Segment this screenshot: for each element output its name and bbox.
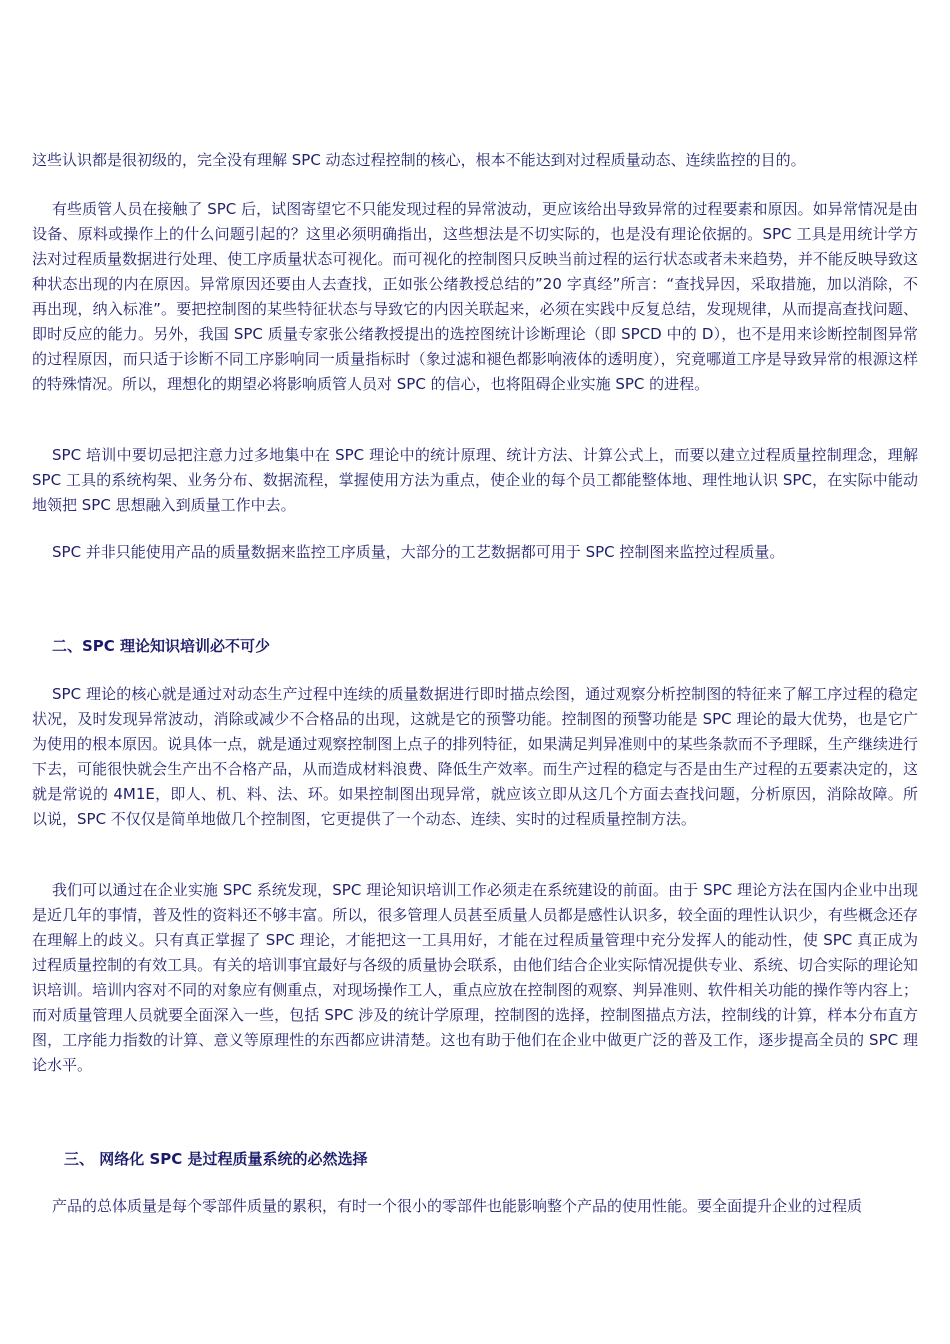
paragraph-spc-training: 我们可以通过在企业实施 SPC 系统发现，SPC 理论知识培训工作必须走在系统建设的前面。由于 SPC 理论方法在国内企业中出现是近几年的事情，普及性的资料还不够丰富。所以，很多管理人员甚至质量人员都是感性认识多，较全面的理性认识少，有些概念还存在理解上的歧义。只有真正掌握了 SPC 理论，才能把这一工具用好，才能在过程质量管理中充分发挥人的能动性，使 SPC 真正成为过程质量控制的有效工具。有关的培训事宜最好与各级的质量协会联系，由他们结合企业实际情况提供专业、系统、切合实际的理论知识培训。培训内容对不同的对象应有侧重点，对现场操作工人，重点应放在控制图的观察、判异准则、软件相关功能的操作等内容上；而对质量管理人员就要全面深入一些，包括 SPC 涉及的统计学原理，控制图的选择，控制图描点方法，控制线的计算，样本分布直方图，工序能力指数的计算、意义等原理性的东西都应讲清楚。这也有助于他们在企业中做更广泛的普及工作，逐步提高全员的 SPC 理论水平。 — [32, 881, 918, 1074]
section-heading-2: 二、SPC 理论知识培训必不可少 — [52, 637, 271, 655]
paragraph-intro-conclusion: 这些认识都是很初级的，完全没有理解 SPC 动态过程控制的核心，根本不能达到对过程质量动态、连续监控的目的。 — [32, 151, 806, 169]
paragraph-networked-spc: 产品的总体质量是每个零部件质量的累积，有时一个很小的零部件也能影响整个产品的使用性能。要全面提升企业的过程质 — [52, 1197, 863, 1215]
section-heading-3: 三、 网络化 SPC 是过程质量系统的必然选择 — [64, 1150, 368, 1168]
paragraph-training-focus: SPC 培训中要切忌把注意力过多地集中在 SPC 理论中的统计原理、统计方法、计算公式上，而要以建立过程质量控制理念，理解 SPC 工具的系统构架、业务分布、数据流程，掌握使用方法为重点，使企业的每个员工都能整体地、理性地认识 SPC，在实际中能动地领把 SPC 思想融入到质量工作中去。 — [32, 446, 918, 514]
paragraph-spc-core: SPC 理论的核心就是通过对动态生产过程中连续的质量数据进行即时描点绘图，通过观察分析控制图的特征来了解工序过程的稳定状况，及时发现异常波动，消除或减少不合格品的出现，这就是它的预警功能。控制图的预警功能是 SPC 理论的最大优势，也是它广为使用的根本原因。说具体一点，就是通过观察控制图上点子的排列特征，如果满足判异准则中的某些条款而不予理睬，生产继续进行下去，可能很快就会生产出不合格产品，从而造成材料浪费、降低生产效率。而生产过程的稳定与否是由生产过程的五要素决定的，这就是常说的 4M1E，即人、机、料、法、环。如果控制图出现异常，就应该立即从这几个方面去查找问题，分析原因，消除故障。所以说，SPC 不仅仅是简单地做几个控制图，它更提供了一个动态、连续、实时的过程质量控制方法。 — [32, 685, 918, 828]
paragraph-expectations: 有些质管人员在接触了 SPC 后，试图寄望它不只能发现过程的异常波动，更应该给出导致异常的过程要素和原因。如异常情况是由设备、原料或操作上的什么问题引起的？这里必须明确指出，这些想法是不切实际的，也是没有理论依据的。SPC 工具是用统计学方法对过程质量数据进行处理、使工序质量状态可视化。而可视化的控制图只反映当前过程的运行状态或者未来趋势，并不能反映导致这种状态出现的内在原因。异常原因还要由人去查找，正如张公绪教授总结的”20 字真经”所言：“查找异因，采取措施，加以消除，不再出现，纳入标准”。要把控制图的某些特征状态与导致它的内因关联起来，必须在实践中反复总结，发现规律，从而提高查找问题、即时反应的能力。另外，我国 SPC 质量专家张公绪教授提出的选控图统计诊断理论（即 SPCD 中的 D），也不是用来诊断控制图异常的过程原因，而只适于诊断不同工序影响同一质量指标时（象过滤和褪色都影响液体的透明度），究竟哪道工序是导致异常的根源这样的特殊情况。所以，理想化的期望必将影响质管人员对 SPC 的信心，也将阻碍企业实施 SPC 的进程。 — [32, 200, 918, 393]
paragraph-process-data: SPC 并非只能使用产品的质量数据来监控工序质量，大部分的工艺数据都可用于 SPC 控制图来监控过程质量。 — [52, 543, 785, 561]
